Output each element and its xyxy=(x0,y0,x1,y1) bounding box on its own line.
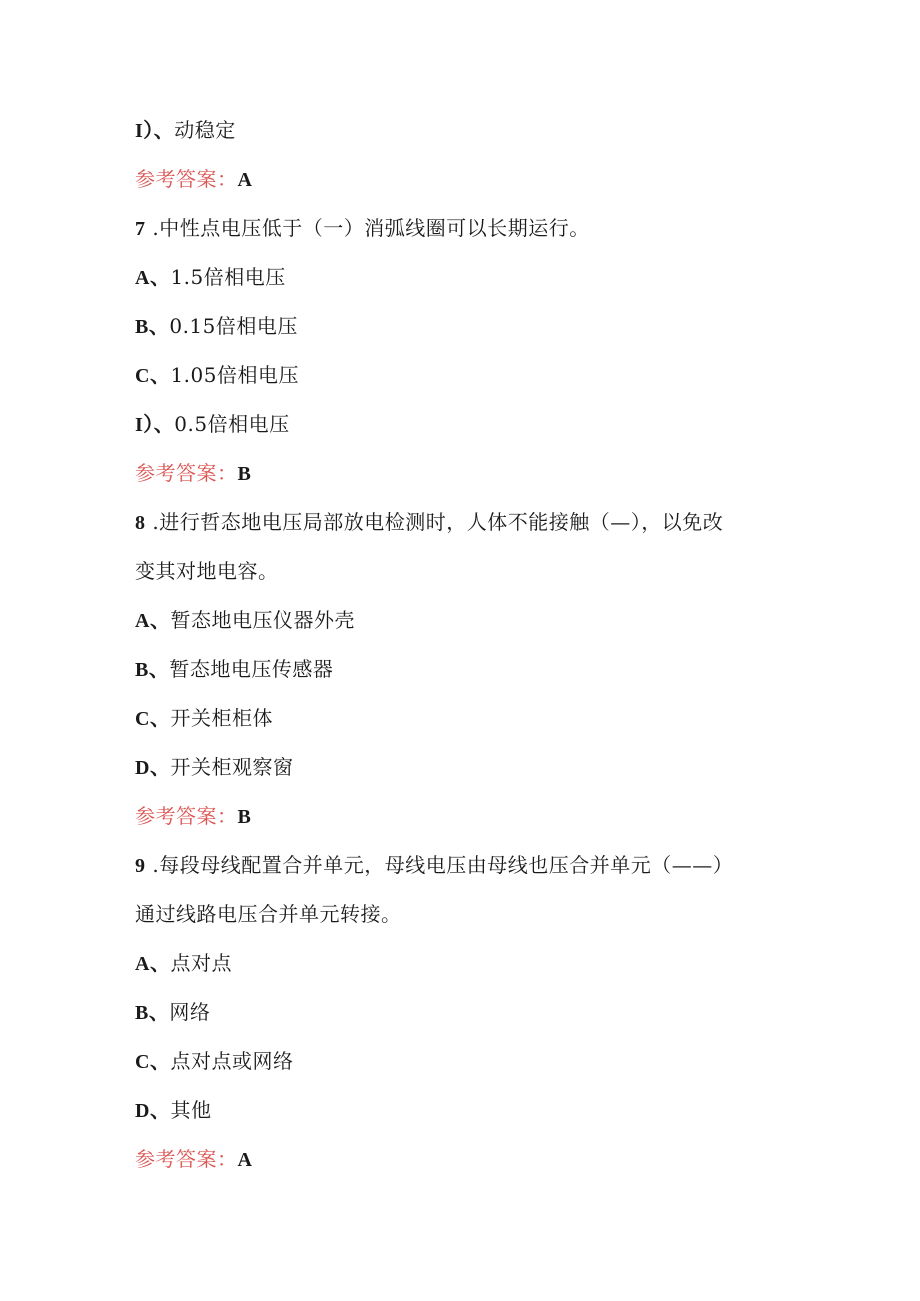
option-d-q7 xyxy=(135,400,795,449)
option-text: 暂态地电压传感器 xyxy=(169,657,334,681)
option-text: 0.15倍相电压 xyxy=(169,314,298,338)
answer-value: B xyxy=(237,463,252,485)
question-7 xyxy=(135,204,795,253)
option-text: 暂态地电压仪器外壳 xyxy=(170,608,355,632)
option-text: 0.5倍相电压 xyxy=(174,412,290,436)
question-text: .中性点电压低于（一）消弧线圈可以长期运行。 xyxy=(152,216,590,240)
option-key: A、 xyxy=(135,267,171,289)
option-text: 其他 xyxy=(170,1098,212,1122)
option-a-q9 xyxy=(135,939,795,988)
option-text: 点对点或网络 xyxy=(170,1049,294,1073)
answer-label: 参考答案： xyxy=(135,461,238,485)
question-number: 9 xyxy=(135,855,146,877)
answer-q6 xyxy=(135,155,795,204)
option-key: A、 xyxy=(135,953,171,975)
option-key: C、 xyxy=(135,365,171,387)
option-b-q9 xyxy=(135,988,795,1037)
option-key: B、 xyxy=(135,659,170,681)
answer-label: 参考答案： xyxy=(135,804,238,828)
answer-value: A xyxy=(237,169,253,191)
option-key: C、 xyxy=(135,708,171,730)
option-key: A、 xyxy=(135,610,171,632)
answer-label: 参考答案： xyxy=(135,167,238,191)
question-8 xyxy=(135,498,795,547)
option-key: B、 xyxy=(135,316,170,338)
question-text: .每段母线配置合并单元，母线电压由母线也压合并单元（——） xyxy=(152,853,734,877)
option-text: 开关柜观察窗 xyxy=(170,755,294,779)
option-text: 网络 xyxy=(169,1000,211,1024)
option-text: 1.5倍相电压 xyxy=(170,265,286,289)
option-c-q9 xyxy=(135,1037,795,1086)
option-key: C、 xyxy=(135,1051,171,1073)
question-text: .进行哲态地电压局部放电检测时，人体不能接触（—），以免改 xyxy=(152,510,724,534)
option-a-q8 xyxy=(135,596,795,645)
option-text: 动稳定 xyxy=(174,118,236,142)
question-8-continuation: 变其对地电容。 xyxy=(135,559,279,583)
answer-value: B xyxy=(237,806,252,828)
option-d-q8 xyxy=(135,743,795,792)
option-d-q9 xyxy=(135,1086,795,1135)
answer-q7 xyxy=(135,449,795,498)
answer-q8 xyxy=(135,792,795,841)
question-number: 7 xyxy=(135,218,146,240)
option-b-q7 xyxy=(135,302,795,351)
option-c-q8 xyxy=(135,694,795,743)
answer-label: 参考答案： xyxy=(135,1147,238,1171)
option-b-q8 xyxy=(135,645,795,694)
option-text: 点对点 xyxy=(170,951,232,975)
option-d-q6 xyxy=(135,106,795,155)
document-page xyxy=(135,106,795,1184)
answer-value: A xyxy=(237,1149,253,1171)
question-number: 8 xyxy=(135,512,146,534)
option-a-q7 xyxy=(135,253,795,302)
option-c-q7 xyxy=(135,351,795,400)
option-text: 1.05倍相电压 xyxy=(170,363,299,387)
option-key: I）、 xyxy=(135,120,175,142)
question-9-continuation: 通过线路电压合并单元转接。 xyxy=(135,902,402,926)
option-key: D、 xyxy=(135,1100,171,1122)
question-9 xyxy=(135,841,795,890)
option-key: I）、 xyxy=(135,414,175,436)
answer-q9 xyxy=(135,1135,795,1184)
option-key: D、 xyxy=(135,757,171,779)
option-key: B、 xyxy=(135,1002,170,1024)
option-text: 开关柜柜体 xyxy=(170,706,273,730)
